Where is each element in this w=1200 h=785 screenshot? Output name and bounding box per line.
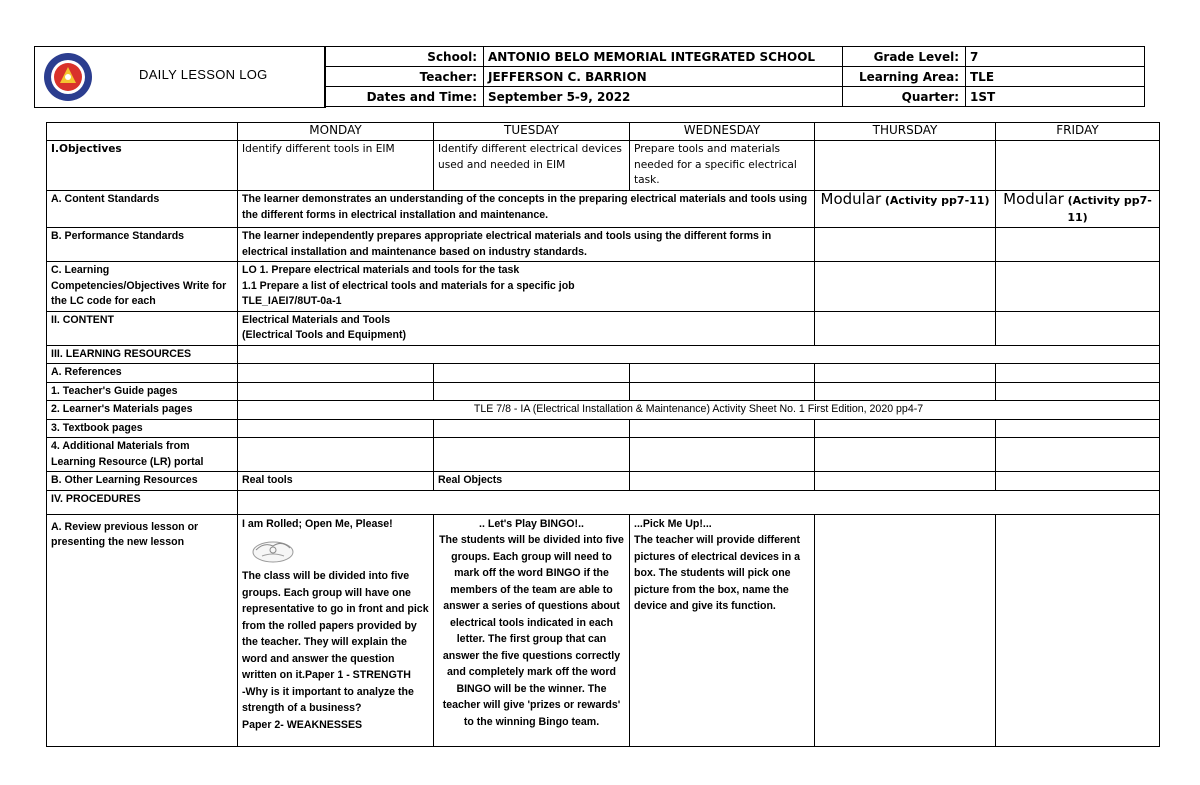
content-thursday: [815, 311, 996, 345]
procedures-label: IV. PROCEDURES: [47, 490, 238, 514]
learners-materials-label: 2. Learner's Materials pages: [47, 401, 238, 420]
grade-value: 7: [966, 47, 1145, 67]
additional-friday: [996, 438, 1160, 472]
quarter-value: 1ST: [966, 87, 1145, 107]
content-line-2: (Electrical Tools and Equipment): [242, 329, 407, 341]
activity-text-monday: The class will be divided into five groups. Each group will have one representative to go in front and pick from the rolled papers provided by the teacher. They will explain the word and answer the question written on it.Paper 1 - STRENGTH: [242, 570, 429, 681]
objectives-monday: Identify different tools in EIM: [238, 141, 434, 191]
objectives-friday: [996, 141, 1160, 191]
competency-code: TLE_IAEI7/8UT-0a-1: [242, 295, 342, 307]
textbook-label: 3. Textbook pages: [47, 419, 238, 438]
area-label: Learning Area:: [843, 67, 966, 87]
references-thursday: [815, 364, 996, 383]
teachers-guide-tuesday: [434, 382, 630, 401]
day-thursday: THURSDAY: [815, 123, 996, 141]
learning-resources-row: [47, 345, 1160, 364]
competencies-thursday: [815, 262, 996, 312]
teachers-guide-friday: [996, 382, 1160, 401]
activity-paper2-monday: Paper 2- WEAKNESSES: [242, 718, 363, 731]
activity-text-tuesday: The students will be divided into five groups. Each group will need to mark off the word BINGO if the members of the team are able to answer a series of questions about electrical tools indicated in each letter. The first group that can answer the five questions correctly and completely mark off the word BINGO will be the winner. The teacher will give 'prizes or rewards' to the winning Bingo team.: [439, 534, 624, 728]
performance-standards-row: [47, 228, 1160, 262]
other-resources-friday: [996, 472, 1160, 491]
performance-standards-label: B. Performance Standards: [47, 228, 238, 262]
textbook-thursday: [815, 419, 996, 438]
content-label: II. CONTENT: [47, 311, 238, 345]
other-resources-label: B. Other Learning Resources: [47, 472, 238, 491]
objectives-tuesday: Identify different electrical devices used and needed in EIM: [434, 141, 630, 191]
objectives-wednesday: Prepare tools and materials needed for a specific electrical task.: [630, 141, 815, 191]
teachers-guide-wednesday: [630, 382, 815, 401]
learning-resources-label: III. LEARNING RESOURCES: [47, 345, 238, 364]
performance-standards-text: The learner independently prepares appropriate electrical materials and tools using the different forms in electrical installation and maintenance based on industry standards.: [238, 228, 815, 262]
deped-seal-icon: [43, 52, 93, 102]
page-title: DAILY LESSON LOG: [139, 67, 268, 82]
review-label: A. Review previous lesson or presenting the new lesson: [47, 514, 238, 746]
dates-label: Dates and Time:: [325, 87, 484, 107]
additional-thursday: [815, 438, 996, 472]
textbook-row: [47, 419, 1160, 438]
modular-friday: [996, 191, 1160, 228]
objectives-thursday: [815, 141, 996, 191]
objectives-label: I.Objectives: [47, 141, 238, 191]
quarter-label: Quarter:: [843, 87, 966, 107]
day-wednesday: WEDNESDAY: [630, 123, 815, 141]
content-friday: [996, 311, 1160, 345]
content-standards-label: A. Content Standards: [47, 191, 238, 228]
references-friday: [996, 364, 1160, 383]
learning-resources-blank: [238, 345, 1160, 364]
references-monday: [238, 364, 434, 383]
day-friday: FRIDAY: [996, 123, 1160, 141]
modular-note-thursday: (Activity pp7-11): [884, 194, 990, 207]
additional-materials-label: 4. Additional Materials from Learning Resource (LR) portal: [47, 438, 238, 472]
header-title-box: [34, 46, 326, 108]
other-resources-monday: Real tools: [238, 472, 434, 491]
review-monday: [238, 514, 434, 746]
modular-note-friday: (Activity pp7-11): [1067, 194, 1152, 224]
activity-title-wednesday: ...Pick Me Up!...: [634, 517, 712, 530]
dates-value: September 5-9, 2022: [484, 87, 843, 107]
competencies-friday: [996, 262, 1160, 312]
school-value: ANTONIO BELO MEMORIAL INTEGRATED SCHOOL: [484, 47, 843, 67]
textbook-tuesday: [434, 419, 630, 438]
competency-line-2: 1.1 Prepare a list of electrical tools and materials for a specific job: [242, 279, 575, 292]
review-row: [47, 514, 1160, 746]
review-thursday: [815, 514, 996, 746]
activity-text-wednesday: The teacher will provide different pictures of electrical devices in a box. The students will pick one picture from the box, name the device and give its function.: [634, 534, 801, 612]
blank-corner: [47, 123, 238, 141]
references-label: A. References: [47, 364, 238, 383]
review-friday: [996, 514, 1160, 746]
review-tuesday: [434, 514, 630, 746]
teachers-guide-label: 1. Teacher's Guide pages: [47, 382, 238, 401]
content-standards-row: [47, 191, 1160, 228]
activity-title-tuesday: .. Let's Play BINGO!..: [479, 517, 584, 530]
competencies-text: [238, 262, 815, 312]
procedures-blank: [238, 490, 1160, 514]
references-tuesday: [434, 364, 630, 383]
competency-line-1: LO 1. Prepare electrical materials and tools for the task: [242, 264, 520, 276]
lesson-log-header: [34, 46, 1158, 108]
days-header-row: [47, 123, 1160, 141]
rolled-paper-icon: [250, 534, 296, 564]
learners-materials-text: TLE 7/8 - IA (Electrical Installation & Maintenance) Activity Sheet No. 1 First Edition, 2020 pp4-7: [238, 401, 1160, 420]
other-resources-row: [47, 472, 1160, 491]
textbook-monday: [238, 419, 434, 438]
school-info-table: [324, 46, 1145, 107]
modular-thursday: [815, 191, 996, 228]
other-resources-wednesday: [630, 472, 815, 491]
other-resources-thursday: [815, 472, 996, 491]
objectives-row: [47, 141, 1160, 191]
additional-tuesday: [434, 438, 630, 472]
teachers-guide-thursday: [815, 382, 996, 401]
competencies-row: [47, 262, 1160, 312]
content-row: [47, 311, 1160, 345]
references-row: [47, 364, 1160, 383]
performance-thursday: [815, 228, 996, 262]
lesson-log-table: [46, 122, 1160, 747]
grade-label: Grade Level:: [843, 47, 966, 67]
additional-wednesday: [630, 438, 815, 472]
content-standards-text: The learner demonstrates an understanding of the concepts in the preparing electrical materials and tools using the different forms in electrical installation and maintenance.: [238, 191, 815, 228]
other-resources-tuesday: Real Objects: [434, 472, 630, 491]
area-value: TLE: [966, 67, 1145, 87]
activity-question-monday: -Why is it important to analyze the strength of a business?: [242, 685, 414, 714]
textbook-friday: [996, 419, 1160, 438]
references-wednesday: [630, 364, 815, 383]
teachers-guide-monday: [238, 382, 434, 401]
competencies-label: C. Learning Competencies/Objectives Write for the LC code for each: [47, 262, 238, 312]
content-text: [238, 311, 815, 345]
performance-friday: [996, 228, 1160, 262]
modular-word-thursday: Modular: [820, 190, 882, 208]
day-tuesday: TUESDAY: [434, 123, 630, 141]
additional-monday: [238, 438, 434, 472]
content-line-1: Electrical Materials and Tools: [242, 313, 391, 326]
textbook-wednesday: [630, 419, 815, 438]
teacher-value: JEFFERSON C. BARRION: [484, 67, 843, 87]
learners-materials-row: [47, 401, 1160, 420]
school-label: School:: [325, 47, 484, 67]
modular-word-friday: Modular: [1003, 190, 1064, 208]
day-monday: MONDAY: [238, 123, 434, 141]
teacher-label: Teacher:: [325, 67, 484, 87]
review-wednesday: [630, 514, 815, 746]
procedures-row: [47, 490, 1160, 514]
teachers-guide-row: [47, 382, 1160, 401]
additional-materials-row: [47, 438, 1160, 472]
activity-title-monday: I am Rolled; Open Me, Please!: [242, 517, 393, 530]
